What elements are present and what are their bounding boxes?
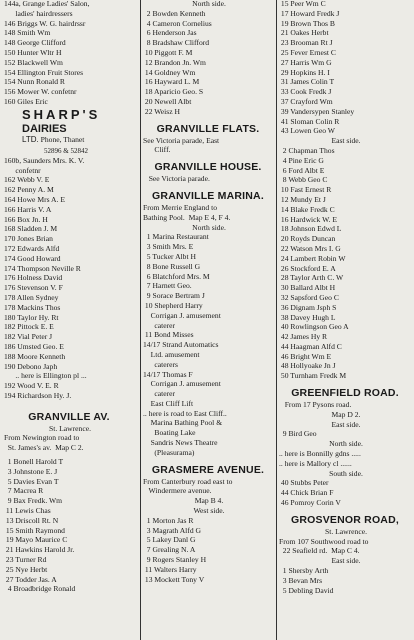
directory-entry: 178 Mackins Thos (4, 303, 61, 312)
directory-entry: 23 Turner Rd (4, 556, 47, 565)
directory-entry: 20 Newell Albt (143, 97, 192, 106)
directory-entry: 50 Turnham Fredk M (279, 372, 347, 381)
directory-entry: 5 Lakey Danl G (143, 536, 196, 545)
directory-entry: 148 George Clifford (4, 39, 66, 48)
directory-entry: 154 Nunn Ronald R (4, 78, 65, 87)
directory-entry: From Newington road to (4, 434, 80, 443)
directory-entry: 5 Tucker Albt H (143, 252, 196, 261)
directory-entry: ladies' hairdressers (4, 9, 73, 18)
directory-entry: 43 Lowen Geo W (279, 127, 335, 136)
directory-entry: 5 Debling David (279, 586, 334, 595)
directory-entry: 1 Marina Restaurant (143, 233, 209, 242)
directory-entry: From Canterbury road east to (143, 477, 233, 486)
directory-entry: 1 Shersby Arth (279, 567, 329, 576)
section-note: East side. (331, 137, 361, 146)
directory-entry: 176 Stevenson V. F (4, 284, 63, 293)
section-note: West side. (193, 507, 225, 516)
directory-entry: 3 Bevan Mrs (279, 576, 323, 585)
directory-entry: 8 Bradshaw Clifford (143, 39, 210, 48)
directory-entry: 26 Stockford E. A (279, 264, 336, 273)
section-note: East side. (331, 557, 361, 566)
directory-entry: confetnr (4, 166, 41, 175)
directory-entry: 182 Vial Peter J (4, 333, 53, 342)
directory-entry: 29 Hopkins H. I (279, 68, 330, 77)
directory-entry: 164 Howe Mrs A. E (4, 195, 65, 204)
directory-entry: caterers (143, 360, 178, 369)
directory-entry: 14 Blake Fredk C (279, 205, 335, 214)
directory-entry: 22 Watson Mrs I. G (279, 244, 341, 253)
directory-entry: Cliff. (143, 146, 171, 155)
directory-entry: 144a, Grange Ladies' Salon, (4, 0, 90, 8)
directory-entry: 146 Briggs W. G. hairdrssr (4, 19, 86, 28)
directory-entry: 7 Grealing N. A (143, 546, 196, 555)
directory-entry: 44 Chick Brian F (279, 489, 334, 498)
directory-entry: 5 Davies Evan T (4, 477, 59, 486)
directory-entry: 44 Haagman Alfd C (279, 342, 342, 351)
directory-entry: 166 Box Jn. H (4, 215, 48, 224)
directory-entry: 12 Mundy Et J (279, 195, 326, 204)
directory-entry: 172 Edwards Alfd (4, 244, 60, 253)
directory-entry: 28 Taylor Arth C. W (279, 274, 344, 283)
directory-entry: See Victoria parade. (143, 175, 210, 184)
directory-entry: From 107 Southwood road to (279, 537, 369, 546)
directory-entry: 37 Crayford Wm (279, 97, 333, 106)
street-heading: GRASMERE AVENUE. (151, 463, 265, 476)
directory-entry: 21 Oakes Herbt (279, 29, 329, 38)
directory-entry: 9 Sorace Bertram J (143, 292, 205, 301)
directory-entry: 42 James Hy R (279, 333, 328, 342)
directory-entry: 20 Royds Duncan (279, 235, 336, 244)
directory-entry: 11 Walters Harry (143, 565, 197, 574)
directory-entry: 192 Wood V. E. R (4, 382, 59, 391)
directory-entry: 40 Stubbs Peter (279, 479, 329, 488)
directory-entry: 10 Shepherd Harry (143, 301, 203, 310)
directory-entry: 166 Harris V. A (4, 205, 52, 214)
directory-entry: 36 Dignam Jsph S (279, 303, 337, 312)
directory-entry: 9 Bird Geo (279, 430, 317, 439)
section-note: St. Lawrence. (325, 527, 367, 536)
directory-entry: 1 Bonell Harold T (4, 458, 64, 467)
section-note: Map D 2. (331, 410, 361, 419)
directory-entry: .. here is Bonnilly gdns ..... (279, 450, 361, 459)
directory-entry: 182 Pittock E. E (4, 323, 54, 332)
directory-entry: 23 Brooman Rt J (279, 39, 333, 48)
section-note: South side. (329, 469, 363, 478)
directory-entry: 25 Fever Ernest C (279, 48, 336, 57)
directory-entry: 22 Seafield rd. Map C 4. (279, 547, 360, 556)
directory-entry: 18 Aparicio Geo. S (143, 88, 204, 97)
directory-entry: Marina Bathing Pool & (143, 419, 223, 428)
directory-entry: 170 Jones Brian (4, 235, 53, 244)
directory-entry: Bathing Pool. Map E 4, F 4. (143, 213, 231, 222)
directory-entry: 188 Moore Kenneth (4, 352, 66, 361)
directory-entry: 46 Bright Wm E (279, 352, 332, 361)
directory-entry: 154 Ellington Fruit Stores (4, 68, 84, 77)
directory-entry: 148 Smith Wm (4, 29, 51, 38)
directory-entry: 10 Piggott F. M (143, 48, 193, 57)
column-middle (140, 0, 275, 640)
directory-entry: 180 Taylor Hy. Rt (4, 313, 59, 322)
directory-entry: From Merrie England to (143, 203, 218, 212)
directory-entry: 17 Howard Fredk J (279, 9, 340, 18)
directory-entry: 33 Cook Fredk J (279, 88, 332, 97)
advert-subtitle (2, 124, 136, 148)
directory-entry: 178 Allen Sydney (4, 293, 59, 302)
directory-entry: 168 Sladden J. M (4, 225, 58, 234)
section-note: East side. (331, 420, 361, 429)
section-note: Map B 4. (194, 497, 224, 506)
directory-entry: 14/17 Strand Automatics (143, 341, 219, 350)
directory-entry: 14 Goldney Wm (143, 68, 196, 77)
advert-title: SHARP'S (22, 106, 101, 122)
directory-entry: 162 Webb V. E (4, 176, 50, 185)
directory-entry: 21 Hawkins Harold Jr. (4, 546, 75, 555)
directory-entry: 15 Smith Raymond (4, 526, 65, 535)
directory-entry: 11 Bond Misses (143, 331, 194, 340)
directory-entry: 4 Cameron Cornelius (143, 19, 212, 28)
directory-entry: 6 Blatchford Mrs. M (143, 272, 210, 281)
directory-entry: Corrigan J. amusement (143, 311, 221, 320)
directory-entry: 19 Brown Thos B (279, 19, 335, 28)
directory-entry: See Victoria parade, East (143, 136, 220, 145)
column-left (2, 0, 136, 640)
directory-entry: 19 Mayo Maurice C (4, 536, 68, 545)
directory-entry: 14/17 Thomas F (143, 370, 193, 379)
directory-entry: 2 Chapman Thos (279, 146, 335, 155)
directory-entry: 46 Pomroy Corin V (279, 499, 341, 508)
directory-entry: 9 Bax Fredk. Wm (4, 497, 63, 506)
directory-entry: Sandris News Theatre (143, 439, 218, 448)
directory-entry: 2 Bowden Kenneth (143, 9, 206, 18)
directory-entry: 1 Morton Jas R (143, 516, 194, 525)
section-note: North side. (192, 0, 226, 8)
directory-entry: 48 Hollyoake Jn J (279, 362, 336, 371)
street-heading: GREENFIELD ROAD. (291, 387, 399, 400)
street-heading: GROSVENOR ROAD, (290, 513, 399, 526)
directory-entry: 190 Debono Japh (4, 362, 58, 371)
directory-entry: .. here is road to East Cliff.. (143, 409, 227, 418)
directory-entry: Corrigan J. amusement (143, 380, 221, 389)
section-note: St. Lawrence. (49, 424, 91, 433)
directory-entry: 8 Webb Geo C (279, 176, 328, 185)
directory-entry: 7 Harnett Geo. (143, 282, 192, 291)
directory-entry: 24 Lambert Robin W (279, 254, 346, 263)
directory-entry: 6 Ford Albt E (279, 166, 325, 175)
directory-entry: .. here is Ellington pl ... (4, 372, 87, 381)
directory-entry: 156 Mower W. confetnr (4, 88, 77, 97)
directory-entry: Windermere avenue. (143, 487, 212, 496)
directory-entry: .. here is Mallory cl ...... (279, 459, 352, 468)
section-note: North side. (329, 440, 363, 449)
advert-dairies: DAIRIES (22, 122, 67, 135)
directory-entry: 31 James Colin T (279, 78, 335, 87)
directory-entry: 18 Johnson Edwd L (279, 225, 342, 234)
advert-phone-number: 52896 & 52842 (44, 146, 88, 155)
directory-entry: Boating Lake (143, 429, 196, 438)
directory-entry: 27 Todder Jas. A (4, 575, 57, 584)
directory-entry: Ltd. amusement (143, 350, 200, 359)
directory-entry: 8 Bone Russell G (143, 262, 201, 271)
directory-entry: 13 Driscoll Rt. N (4, 516, 59, 525)
directory-entry: 9 Rogers Stanley H (143, 556, 207, 565)
directory-entry: From 17 Pysons road. (279, 401, 352, 410)
directory-entry: 16 Hardwick W. E (279, 215, 337, 224)
directory-entry: 194 Richardson Hy. J. (4, 391, 72, 400)
advert-ltd: LTD. (22, 134, 39, 144)
directory-entry: 3 Magrath Alfd G (143, 526, 201, 535)
street-heading: GRANVILLE AV. (28, 410, 110, 423)
directory-entry: 3 Smith Mrs. E (143, 243, 194, 252)
directory-entry: 15 Peer Wm C (279, 0, 326, 8)
directory-entry: 4 Pine Eric G (279, 156, 324, 165)
street-heading: GRANVILLE FLATS. (156, 122, 260, 135)
directory-entry: 12 Brandon Jn. Wm (143, 58, 206, 67)
directory-entry: 176 Holness David (4, 274, 63, 283)
directory-entry: 38 Davey Hugh L (279, 313, 336, 322)
street-heading: GRANVILLE HOUSE. (154, 161, 262, 174)
directory-entry: 16 Hayward L. M (143, 78, 200, 87)
directory-entry: 32 Sapsford Geo C (279, 293, 339, 302)
directory-entry: (Pleasurama) (143, 448, 195, 457)
directory-entry: 40 Rowlingson Geo A (279, 323, 349, 332)
directory-entry: 174 Good Howard (4, 254, 61, 263)
street-heading: GRANVILLE MARINA. (152, 189, 264, 202)
column-right (276, 0, 413, 640)
directory-entry: 160 Giles Eric (4, 97, 48, 106)
directory-entry: 160b, Saunders Mrs. K. V. (4, 156, 85, 165)
directory-entry: St. James's av. Map C 2. (4, 444, 84, 453)
directory-entry: 30 Ballard Albt H (279, 284, 336, 293)
directory-entry: 186 Umsted Geo. E (4, 342, 64, 351)
directory-entry: 4 Broadbridge Ronald (4, 585, 76, 594)
directory-entry: 39 Vandersypen Stanley (279, 107, 355, 116)
directory-entry: 27 Harris Wm G (279, 58, 332, 67)
section-note: North side. (192, 223, 226, 232)
directory-entry: 150 Hunter Wltr H (4, 48, 62, 57)
directory-entry: 7 Macrea R (4, 487, 44, 496)
directory-entry: 10 Fast Ernest R (279, 186, 332, 195)
directory-entry: 22 Weisz H (143, 107, 181, 116)
directory-entry: 13 Mockett Tony V (143, 575, 205, 584)
advert-phone-label: Phone, Thanet (38, 134, 85, 144)
directory-entry: 11 Lewis Chas (4, 507, 51, 516)
directory-entry: 152 Blackwell Wm (4, 58, 63, 67)
directory-entry: 3 Johnstone E. J (4, 467, 58, 476)
directory-entry: 41 Sloman Colin R (279, 117, 340, 126)
directory-entry: caterer (143, 321, 176, 330)
directory-entry: 174 Thompson Neville R (4, 264, 81, 273)
directory-entry: caterer (143, 390, 176, 399)
directory-entry: East Cliff Lift (143, 399, 194, 408)
directory-entry: 6 Henderson Jas (143, 29, 197, 38)
directory-entry: 162 Penny A. M (4, 186, 54, 195)
directory-entry: 25 Nye Herbt (4, 565, 48, 574)
